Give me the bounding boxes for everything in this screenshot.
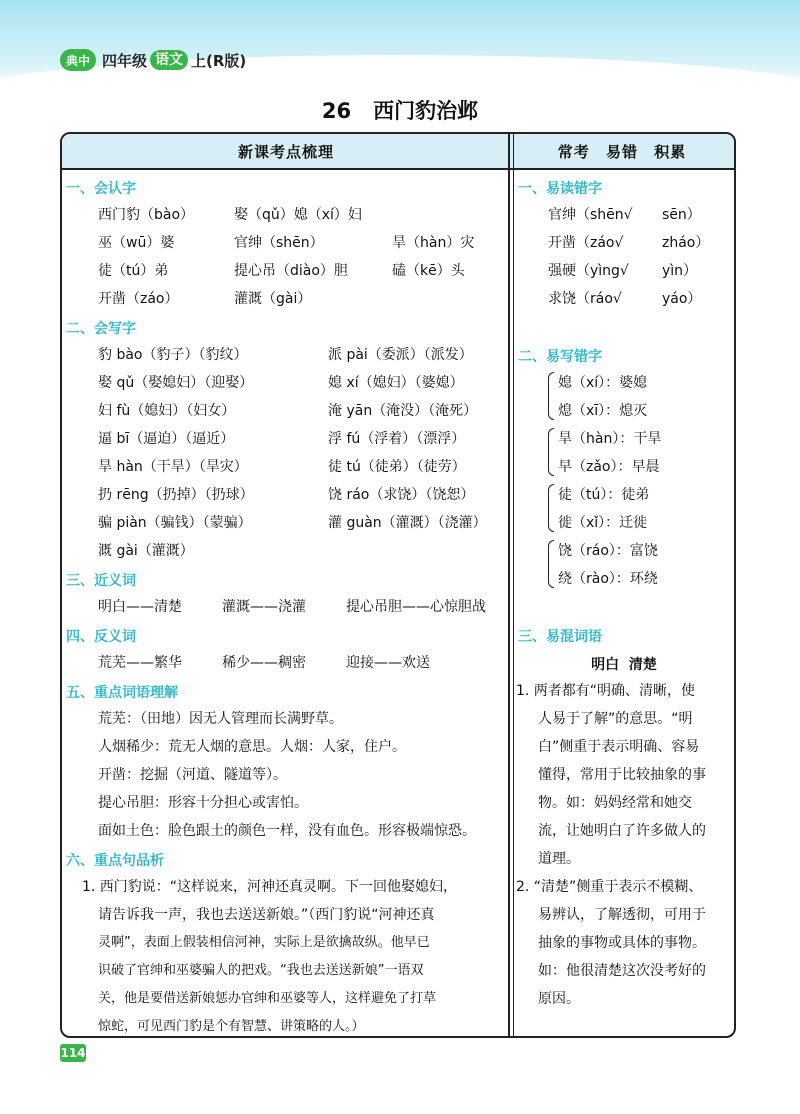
sentence-analysis-line: 1. 西门豹说：“这样说来，河神还真灵啊。下一回他娶媳妇，	[82, 879, 458, 895]
section-title-word-meaning: 五、重点词语理解	[66, 685, 178, 701]
word-definition: 人烟稀少：荒无人烟的意思。人烟：人家，住户。	[98, 739, 406, 755]
subject-badge: 语文	[150, 50, 188, 70]
recognize-word: 磕（kē）头	[392, 263, 465, 279]
section-title-miswritten: 二、易写错字	[518, 349, 602, 365]
confusable-explain: 1. 两者都有“明确、清晰，使	[516, 683, 696, 699]
lesson-number: 26	[321, 99, 352, 123]
recognize-word: 提心吊（diào）胆	[234, 263, 348, 279]
lesson-name: 西门豹治邺	[373, 99, 479, 123]
lesson-title	[0, 95, 800, 125]
book-header	[60, 48, 246, 72]
write-word: 旱 hàn（干旱）（旱灾）	[98, 459, 248, 475]
section-title-misread: 一、易读错字	[518, 181, 602, 197]
miswritten-word: 绕（rào）：环绕	[558, 571, 658, 587]
edition-label: 上(R版)	[191, 51, 247, 70]
confusable-explain: 易辨认，了解透彻，可用于	[538, 907, 706, 923]
content-box	[60, 132, 736, 1038]
antonym-pair: 荒芜——繁华	[98, 655, 182, 671]
confusable-explain: 抽象的事物或具体的事物。	[538, 935, 706, 951]
sentence-analysis-line: 惊蛇，可见西门豹是个有智慧、讲策略的人。）	[98, 1019, 365, 1034]
miswritten-word: 徒（tú）：徒弟	[558, 487, 650, 503]
antonym-pair: 稀少——稠密	[222, 655, 306, 671]
write-word: 饶 ráo（求饶）（饶恕）	[328, 487, 475, 503]
confusable-explain: 白”侧重于表示明确、容易	[538, 739, 700, 755]
confusable-explain: 流，让她明白了许多做人的	[538, 823, 706, 839]
antonym-pair: 迎接——欢送	[346, 655, 430, 671]
section-title-antonyms: 四、反义词	[66, 629, 136, 645]
write-word: 徒 tú（徒弟）（徒劳）	[328, 459, 466, 475]
write-word: 溉 gài（灌溉）	[98, 543, 194, 559]
synonym-pair: 明白——清楚	[98, 599, 182, 615]
pair-brace	[548, 372, 554, 420]
section-title-synonyms: 三、近义词	[66, 573, 136, 589]
synonym-pair: 提心吊胆——心惊胆战	[346, 599, 486, 615]
recognize-word: 灌溉（gài）	[234, 291, 312, 307]
sentence-analysis-line: 关，他是要借送新娘惩办官绅和巫婆等人，这样避免了打草	[98, 991, 437, 1006]
sentence-analysis-line: 请告诉我一声，我也去送送新娘。”（西门豹说“河神还真	[98, 907, 435, 923]
miswritten-word: 早（zǎo）：早晨	[558, 459, 660, 475]
pair-brace	[548, 540, 554, 588]
column-divider-inner	[513, 134, 514, 1038]
misread-correct: 求饶（ráo√	[548, 291, 622, 307]
column-divider	[508, 134, 510, 1038]
recognize-word: 徒（tú）弟	[98, 263, 169, 279]
miswritten-word: 饶（ráo）：富饶	[558, 543, 658, 559]
page-number: 114	[60, 1046, 86, 1060]
left-column-heading: 新课考点梳理	[62, 134, 510, 170]
recognize-word: 开凿（záo）	[98, 291, 179, 307]
sentence-analysis-line: 识破了官绅和巫婆骗人的把戏。“我也去送送新娘”一语双	[98, 963, 424, 978]
section-title-confusable: 三、易混词语	[518, 629, 602, 645]
misread-correct: 开凿（záo√	[548, 235, 624, 251]
book-logo: 典中	[60, 49, 96, 71]
confusable-explain: 物。如：妈妈经常和她交	[538, 795, 692, 811]
section-title-sentence-analysis: 六、重点句品析	[66, 853, 164, 869]
grade-label: 四年级	[102, 51, 148, 70]
miswritten-word: 旱（hàn）：干旱	[558, 431, 662, 447]
recognize-word: 旱（hàn）灾	[392, 235, 475, 251]
confusable-explain: 人易于了解”的意思。“明	[538, 711, 693, 727]
recognize-word: 娶（qǔ）媳（xí）妇	[234, 207, 362, 223]
section-title-recognize: 一、会认字	[66, 181, 136, 197]
write-word: 扔 rēng（扔掉）（扔球）	[98, 487, 254, 503]
section-title-write: 二、会写字	[66, 321, 136, 337]
confusable-explain: 道理。	[538, 851, 580, 867]
write-word: 豹 bào（豹子）（豹纹）	[98, 347, 248, 363]
synonym-pair: 灌溉——浇灌	[222, 599, 306, 615]
misread-wrong: yìn）	[662, 263, 698, 279]
miswritten-word: 熄（xī）：熄灭	[558, 403, 648, 419]
word-definition: 荒芜：（田地）因无人管理而长满野草。	[98, 711, 343, 727]
misread-wrong: zháo）	[662, 235, 710, 251]
write-word: 妇 fù（媳妇）（妇女）	[98, 403, 236, 419]
word-definition: 开凿：挖掘（河道、隧道等）。	[98, 767, 287, 783]
misread-wrong: sēn）	[662, 207, 701, 223]
write-word: 派 pài（委派）（派发）	[328, 347, 473, 363]
confusable-explain: 如：他很清楚这次没考好的	[538, 963, 706, 979]
write-word: 骗 piàn（骗钱）（蒙骗）	[98, 515, 252, 531]
word-definition: 面如土色：脸色跟土的颜色一样，没有血色。形容极端惊恐。	[98, 823, 476, 839]
write-word: 灌 guàn（灌溉）（浇灌）	[328, 515, 487, 531]
confusable-explain: 2. “清楚”侧重于表示不模糊、	[516, 879, 703, 895]
sentence-analysis-line: 灵啊”，表面上假装相信河神，实际上是欲擒故纵。他早已	[98, 935, 430, 950]
pair-brace	[548, 428, 554, 476]
recognize-word: 官绅（shēn）	[234, 235, 324, 251]
miswritten-word: 徙（xǐ）：迁徙	[558, 515, 648, 531]
confusable-explain: 懂得，常用于比较抽象的事	[538, 767, 706, 783]
misread-correct: 官绅（shēn√	[548, 207, 633, 223]
write-word: 媳 xí（媳妇）（婆媳）	[328, 375, 464, 391]
write-word: 逼 bī（逼迫）（逼近）	[98, 431, 235, 447]
misread-correct: 强硬（yìng√	[548, 263, 629, 279]
write-word: 浮 fú（浮着）（漂浮）	[328, 431, 466, 447]
confusable-explain: 原因。	[538, 991, 580, 1007]
right-column-heading: 常考 易错 积累	[510, 134, 734, 170]
write-word: 娶 qǔ（娶媳妇）（迎娶）	[98, 375, 254, 391]
word-definition: 提心吊胆：形容十分担心或害怕。	[98, 795, 308, 811]
recognize-word: 巫（wū）婆	[98, 235, 175, 251]
confusable-pair: 明白 清楚	[591, 657, 657, 673]
misread-wrong: yáo）	[662, 291, 702, 307]
pair-brace	[548, 484, 554, 532]
miswritten-word: 媳（xí）：婆媳	[558, 375, 648, 391]
write-word: 淹 yān（淹没）（淹死）	[328, 403, 478, 419]
recognize-word: 西门豹（bào）	[98, 207, 195, 223]
